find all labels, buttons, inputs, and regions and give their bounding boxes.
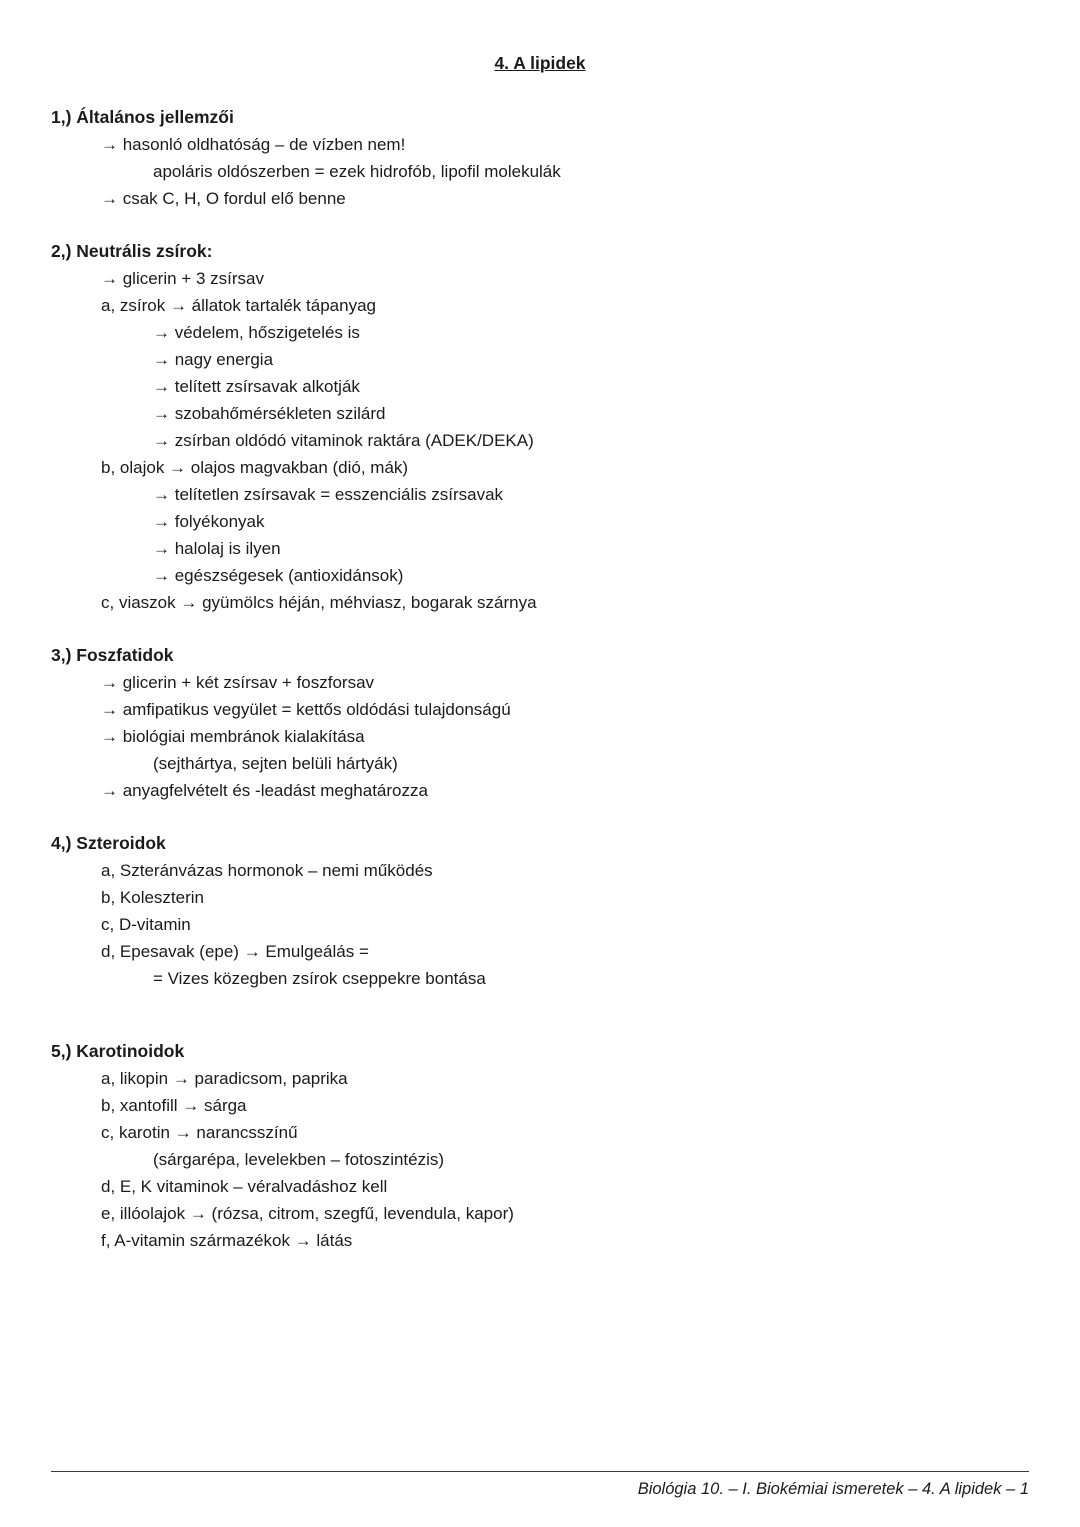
note-line: b, xantofill → sárga [101,1096,247,1115]
note-line: a, zsírok → állatok tartalék tápanyag [101,296,376,315]
section [51,238,1029,616]
note-line: → folyékonyak [153,512,265,531]
footer-text: Biológia 10. – I. Biokémiai ismeretek – 4. A lipidek – 1 [637,1480,1029,1498]
note-line: c, viaszok → gyümölcs héján, méhviasz, bogarak szárnya [101,593,537,612]
note-line: (sárgarépa, levelekben – fotoszintézis) [153,1150,445,1169]
note-line: → halolaj is ilyen [153,539,281,558]
section [51,642,1029,804]
note-line: apoláris oldószerben = ezek hidrofób, lipofil molekulák [153,162,561,181]
note-line: → glicerin + két zsírsav + foszforsav [101,673,375,692]
note-line: → zsírban oldódó vitaminok raktára (ADEK/DEKA) [153,431,534,450]
note-line: = Vizes közegben zsírok cseppekre bontása [153,969,486,988]
note-line: b, olajok → olajos magvakban (dió, mák) [101,458,409,477]
section-heading: 2,) Neutrális zsírok: [51,241,213,261]
note-line: d, Epesavak (epe) → Emulgeálás = [101,942,369,961]
note-line: c, D-vitamin [101,915,191,934]
section [51,104,1029,212]
note-line: → amfipatikus vegyület = kettős oldódási tulajdonságú [101,700,511,719]
section-heading: 4,) Szteroidok [51,833,166,853]
section [51,830,1029,992]
section-heading: 5,) Karotinoidok [51,1041,185,1061]
note-line: → telítetlen zsírsavak = esszenciális zsírsavak [153,485,504,504]
note-line: → anyagfelvételt és -leadást meghatározza [101,781,428,800]
note-line: → szobahőmérsékleten szilárd [153,404,386,423]
note-line: c, karotin → narancsszínű [101,1123,298,1142]
note-line: → egészségesek (antioxidánsok) [153,566,404,585]
note-line: (sejthártya, sejten belüli hártyák) [153,754,398,773]
note-line: b, Koleszterin [101,888,204,907]
note-line: d, E, K vitaminok – véralvadáshoz kell [101,1177,388,1196]
note-line: a, likopin → paradicsom, paprika [101,1069,348,1088]
note-line: a, Szteránvázas hormonok – nemi működés [101,861,433,880]
section-heading: 1,) Általános jellemzői [51,107,234,127]
note-line: e, illóolajok → (rózsa, citrom, szegfű, levendula, kapor) [101,1204,514,1223]
note-line: → telített zsírsavak alkotják [153,377,360,396]
note-line: → biológiai membránok kialakítása [101,727,365,746]
section-heading: 3,) Foszfatidok [51,645,174,665]
section [51,1038,1029,1254]
note-line: f, A-vitamin származékok → látás [101,1231,353,1250]
note-line: → nagy energia [153,350,274,369]
note-line: → csak C, H, O fordul elő benne [101,189,346,208]
footer [51,1471,1029,1500]
note-line: → hasonló oldhatóság – de vízben nem! [101,135,406,154]
note-line: → glicerin + 3 zsírsav [101,269,264,288]
page-title: 4. A lipidek [494,53,586,73]
note-line: → védelem, hőszigetelés is [153,323,360,342]
sections-container [51,104,1029,1254]
